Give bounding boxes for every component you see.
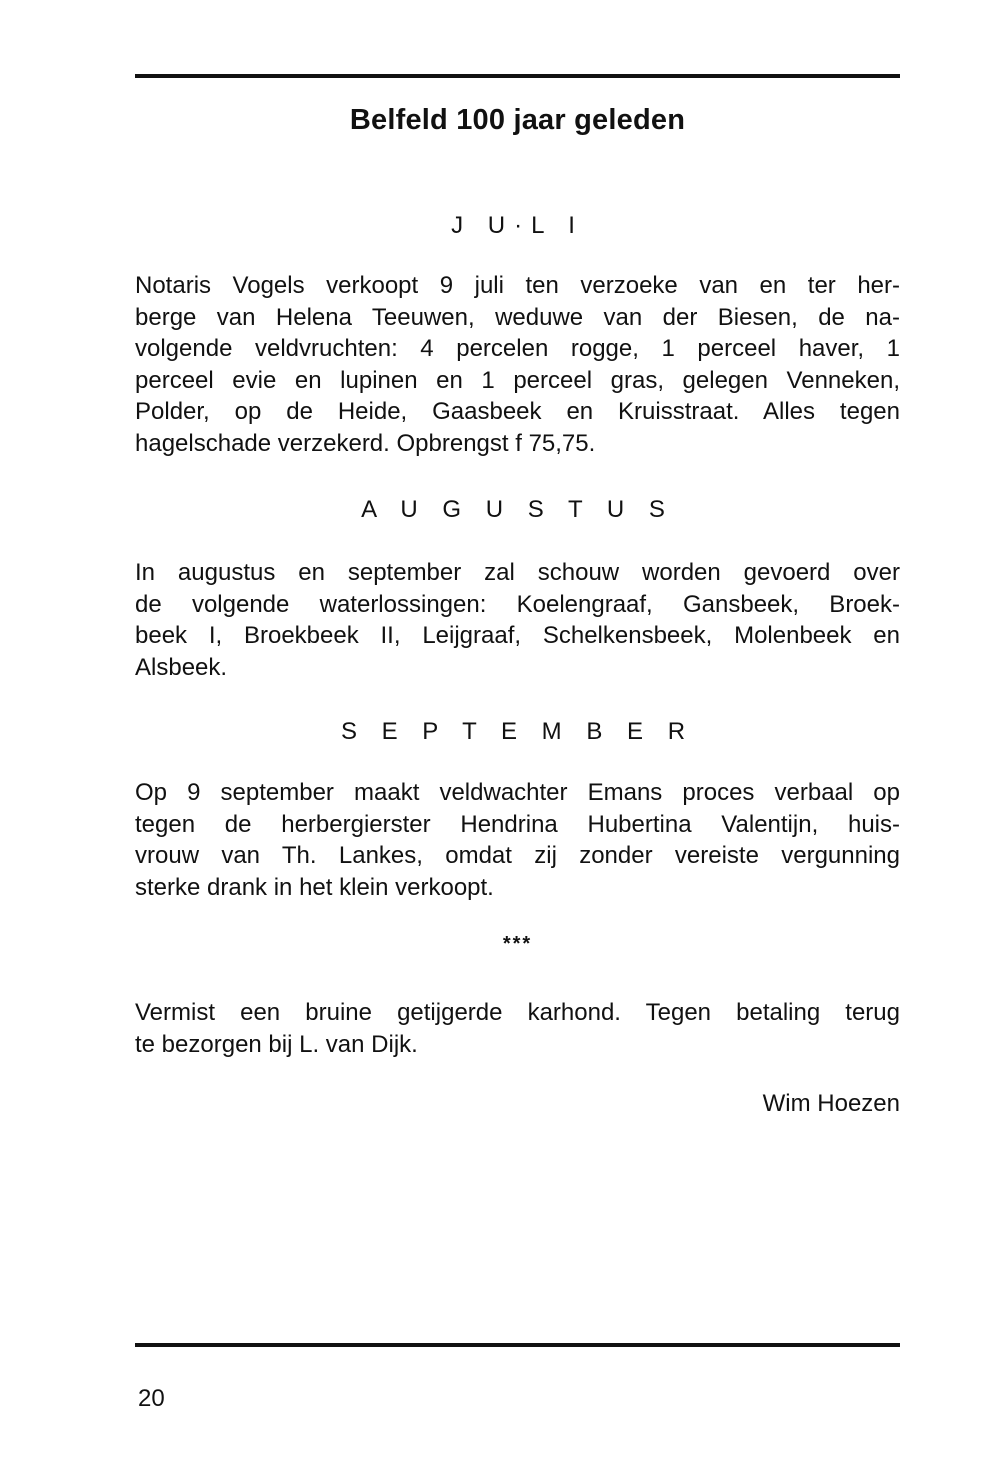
section-heading-juli: J U·L I xyxy=(451,212,584,239)
page-number: 20 xyxy=(138,1385,165,1412)
paragraph-line: hagelschade verzekerd. Opbrengst f 75,75. xyxy=(135,429,596,457)
paragraph-line: Op 9 september maakt veldwachter Emans proces verbaal op xyxy=(135,779,900,806)
section-heading-september: S E P T E M B E R xyxy=(340,718,695,745)
paragraph-line: perceel evie en lupinen en 1 perceel gras, gelegen Venneken, xyxy=(135,366,900,394)
paragraph-line: berge van Helena Teeuwen, weduwe van der Biesen, de na- xyxy=(135,303,900,331)
paragraph-line: Alsbeek. xyxy=(135,653,228,681)
top-rule xyxy=(135,74,900,78)
notice-paragraph xyxy=(135,997,900,1060)
paragraph-line: de volgende waterlossingen: Koelengraaf, Gansbeek, Broek- xyxy=(135,590,900,618)
section-heading-augustus: A U G U S T U S xyxy=(361,496,674,523)
section-paragraph-september xyxy=(135,777,900,903)
paragraph-line: Vermist een bruine getijgerde karhond. Tegen betaling terug xyxy=(135,999,900,1026)
paragraph-line: vrouw van Th. Lankes, omdat zij zonder vereiste vergunning xyxy=(135,842,900,869)
paragraph-line: tegen de herbergierster Hendrina Hubertina Valentijn, huis- xyxy=(135,810,900,838)
paragraph-line: te bezorgen bij L. van Dijk. xyxy=(135,1030,418,1058)
paragraph-line: In augustus en september zal schouw worden gevoerd over xyxy=(135,559,900,586)
paragraph-line: Notaris Vogels verkoopt 9 juli ten verzoeke van en ter her- xyxy=(135,272,900,299)
bottom-rule xyxy=(135,1343,900,1347)
author-signature: Wim Hoezen xyxy=(762,1090,900,1117)
section-paragraph-augustus xyxy=(135,557,900,683)
paragraph-line: sterke drank in het klein verkoopt. xyxy=(135,873,494,901)
section-separator: *** xyxy=(502,933,533,955)
section-paragraph-juli xyxy=(135,270,900,459)
article-title: Belfeld 100 jaar geleden xyxy=(349,104,686,136)
paragraph-line: volgende veldvruchten: 4 percelen rogge, 1 perceel haver, 1 xyxy=(135,335,900,362)
paragraph-line: Polder, op de Heide, Gaasbeek en Kruisstraat. Alles tegen xyxy=(135,398,900,425)
paragraph-line: beek I, Broekbeek II, Leijgraaf, Schelkensbeek, Molenbeek en xyxy=(135,622,900,649)
